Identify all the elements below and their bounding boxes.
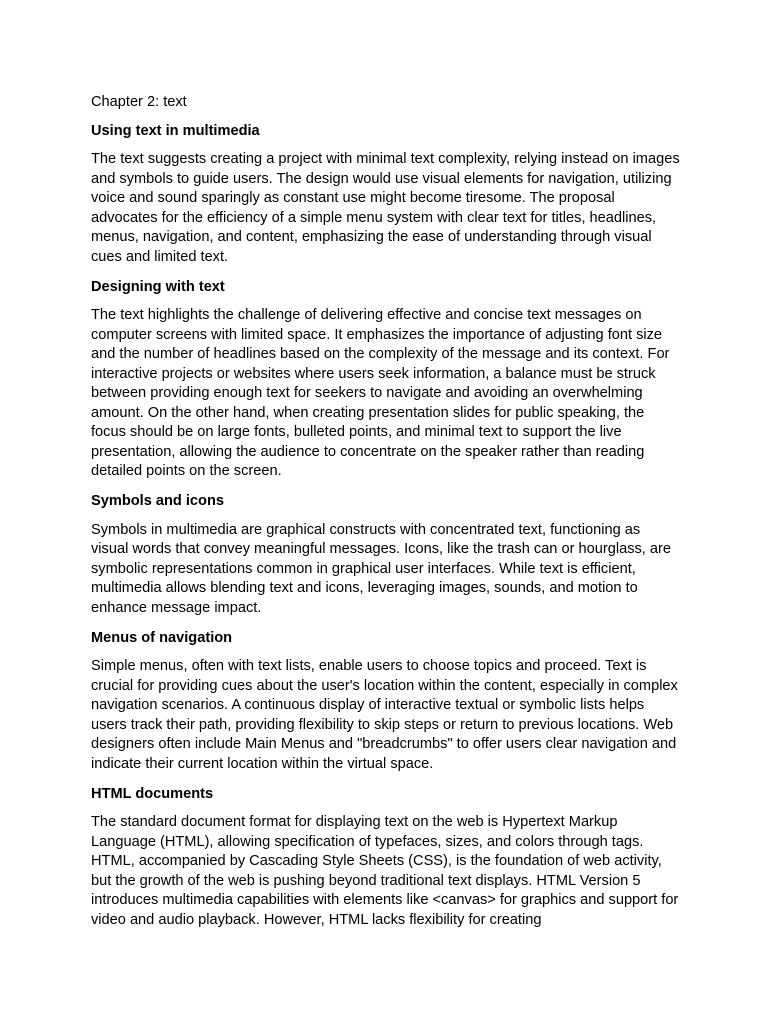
section-heading: Designing with text <box>91 278 225 295</box>
document-page <box>91 93 681 941</box>
section-symbols-and-icons <box>91 492 681 618</box>
section-heading: Symbols and icons <box>91 493 224 509</box>
section-paragraph: The text suggests creating a project with minimal text complexity, relying instead on images and symbols to guide users. The design would use visual elements for navigation, utilizing voice and sound sparingly as constant use might become tiresome. The proposal advocates for the efficiency of a simple menu system with clear text for titles, headlines, menus, navigation, and content, emphasizing the ease of understanding through visual cues and limited text. <box>91 151 680 265</box>
section-menus-of-navigation <box>91 629 681 775</box>
section-html-documents <box>91 785 681 931</box>
section-heading: HTML documents <box>91 785 214 802</box>
section-paragraph: Symbols in multimedia are graphical constructs with concentrated text, functioning as visual words that convey meaningful messages. Icons, like the trash can or hourglass, are symbolic representations common in graphical user interfaces. While text is efficient, multimedia allows blending text and icons, leveraging images, sounds, and motion to enhance message impact. <box>91 521 671 616</box>
section-paragraph: Simple menus, often with text lists, enable users to choose topics and proceed. Text is crucial for providing cues about the user's location within the content, especially in complex navigation scenarios. A continuous display of interactive textual or symbolic lists helps users track their path, providing flexibility to skip steps or return to previous locations. Web designers often include Main Menus and "breadcrumbs" to offer users clear navigation and indicate their current location within the virtual space. <box>91 658 678 772</box>
section-heading: Using text in multimedia <box>91 122 260 139</box>
section-heading: Menus of navigation <box>91 629 233 646</box>
section-using-text <box>91 122 681 268</box>
chapter-title: Chapter 2: text <box>91 94 187 110</box>
section-designing-with-text <box>91 278 681 482</box>
section-paragraph: The text highlights the challenge of delivering effective and concise text messages on computer screens with limited space. It emphasizes the importance of adjusting font size and the number of headlines based on the complexity of the message and its context. For interactive projects or websites where users seek information, a balance must be struck between providing enough text for seekers to navigate and avoiding an overwhelming amount. On the other hand, when creating presentation slides for public speaking, the focus should be on large fonts, bulleted points, and minimal text to support the live presentation, allowing the audience to concentrate on the speaker rather than reading detailed points on the screen. <box>91 307 670 479</box>
section-paragraph: The standard document format for displaying text on the web is Hypertext Markup Language (HTML), allowing specification of typefaces, sizes, and colors through tags. HTML, accompanied by Cascading Style Sheets (CSS), is the foundation of web activity, but the growth of the web is pushing beyond traditional text displays. HTML Version 5 introduces multimedia capabilities with elements like <canvas> for graphics and support for video and audio playback. However, HTML lacks flexibility for creating <box>91 814 679 928</box>
